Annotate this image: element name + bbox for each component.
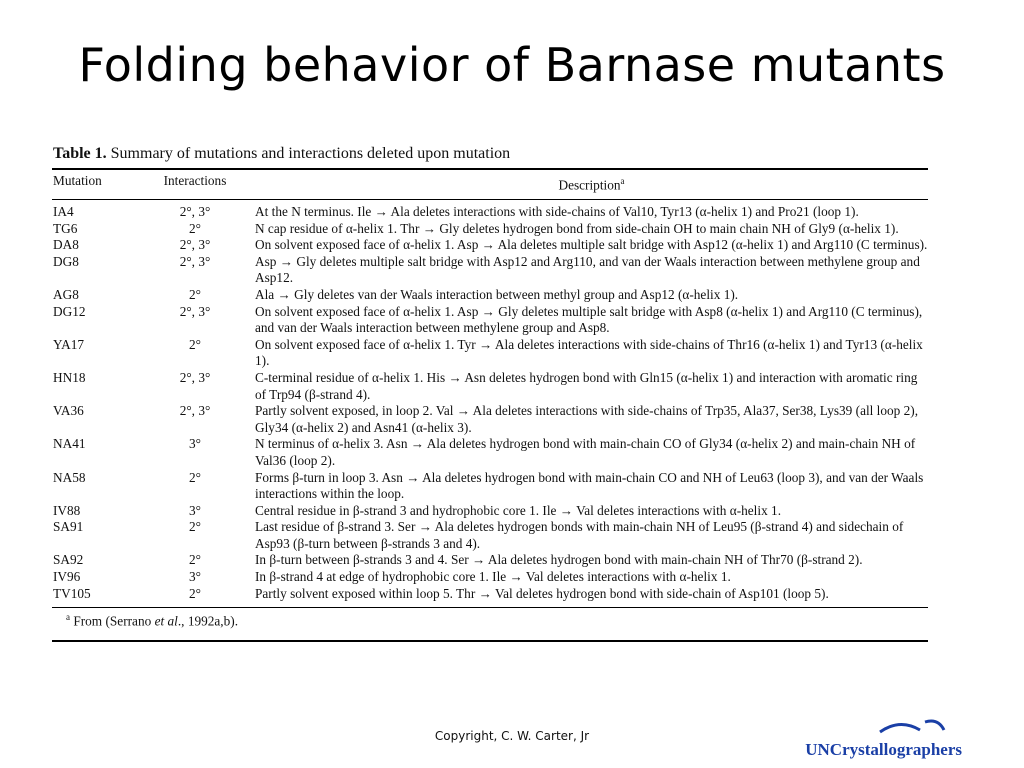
table-row bbox=[52, 436, 928, 469]
header-description bbox=[255, 173, 928, 194]
table-row bbox=[52, 586, 928, 603]
table-row bbox=[52, 519, 928, 552]
interactions-cell: 2°, 3° bbox=[179, 253, 211, 269]
mutation-cell: NA41 bbox=[53, 436, 86, 452]
description-cell: N terminus of α-helix 3. Asn → Ala deletes hydrogen bond with main-chain CO of Gly34 (α-helix 2) and main-chain NH of Val36 (loop 2). bbox=[255, 436, 916, 468]
mutation-cell: IA4 bbox=[53, 204, 74, 220]
table-row bbox=[52, 221, 928, 238]
description-cell: On solvent exposed face of α-helix 1. Tyr → Ala deletes interactions with side-chains of Thr16 (α-helix 1) and Tyr13 (α-helix 1). bbox=[255, 336, 923, 369]
mutation-cell: VA36 bbox=[53, 403, 84, 419]
table-caption bbox=[53, 145, 928, 163]
table-row bbox=[52, 204, 928, 221]
description-cell: Asp → Gly deletes multiple salt bridge with Asp12 and Arg110, and van der Waals interaction between methylene group and Asp12. bbox=[255, 253, 920, 286]
mutation-cell: SA91 bbox=[53, 519, 84, 535]
mutation-cell: IV88 bbox=[53, 502, 81, 518]
table-row bbox=[52, 503, 928, 520]
mutation-cell: YA17 bbox=[53, 336, 85, 352]
description-cell: Forms β-turn in loop 3. Asn → Ala deletes hydrogen bond with main-chain CO and NH of Leu63 (loop 3), and van der Waals interactions within the loop. bbox=[255, 469, 924, 502]
table-caption-label: Table 1. bbox=[53, 145, 107, 162]
interactions-cell: 2°, 3° bbox=[179, 403, 211, 419]
table-row bbox=[52, 470, 928, 503]
table-footnote bbox=[52, 608, 928, 639]
description-cell: On solvent exposed face of α-helix 1. Asp → Gly deletes multiple salt bridge with Asp8 (α-helix 1) and Arg110 (C terminus), and van der Waals interaction between methylene group and Asp8. bbox=[255, 303, 923, 336]
table-row bbox=[52, 237, 928, 254]
footnote-et-al: et al bbox=[154, 613, 178, 629]
table-row bbox=[52, 370, 928, 403]
description-cell: Ala → Gly deletes van der Waals interaction between methyl group and Asp12 (α-helix 1). bbox=[255, 286, 739, 302]
interactions-cell: 2° bbox=[189, 286, 201, 302]
mutation-table bbox=[52, 145, 928, 642]
mutation-cell: TG6 bbox=[53, 220, 78, 236]
mutation-cell: DA8 bbox=[53, 237, 79, 253]
description-cell: On solvent exposed face of α-helix 1. Asp → Ala deletes multiple salt bridge with Asp12 (α-helix 1) and Arg110 (C terminus). bbox=[255, 237, 928, 253]
copyright-text: Copyright, C. W. Carter, Jr bbox=[434, 729, 590, 743]
description-cell: At the N terminus. Ile → Ala deletes interactions with side-chains of Val10, Tyr13 (α-helix 1) and Pro21 (loop 1). bbox=[255, 204, 859, 220]
description-cell: Partly solvent exposed, in loop 2. Val → Ala deletes interactions with side-chains of Trp35, Ala37, Ser38, Lys39 (all loop 2), Gly34 (α-helix 2) and Asn41 (α-helix 3). bbox=[255, 403, 919, 435]
header-interactions: Interactions bbox=[163, 173, 227, 188]
table-body bbox=[52, 200, 928, 607]
slide-title: Folding behavior of Barnase mutants bbox=[78, 38, 946, 92]
description-cell: Last residue of β-strand 3. Ser → Ala deletes hydrogen bonds with main-chain NH of Leu95 (β-strand 4) and sidechain of Asp93 (β-turn between β-strands 3 and 4). bbox=[255, 519, 904, 551]
description-cell: N cap residue of α-helix 1. Thr → Gly deletes hydrogen bond from side-chain OH to main chain NH of Gly9 (α-helix 1). bbox=[255, 220, 899, 236]
table-row bbox=[52, 287, 928, 304]
description-cell: Partly solvent exposed within loop 5. Thr → Val deletes hydrogen bond with side-chain of Asp101 (loop 5). bbox=[255, 585, 829, 601]
table-row bbox=[52, 304, 928, 337]
mutation-cell: SA92 bbox=[53, 552, 84, 568]
table-header-row bbox=[52, 170, 928, 199]
header-description-label: Description bbox=[558, 177, 621, 193]
interactions-cell: 2° bbox=[189, 220, 201, 236]
description-cell: Central residue in β-strand 3 and hydrophobic core 1. Ile → Val deletes interactions with α-helix 1. bbox=[255, 502, 782, 518]
table-row bbox=[52, 337, 928, 370]
interactions-cell: 2° bbox=[189, 469, 201, 485]
interactions-cell: 2° bbox=[189, 519, 201, 535]
interactions-cell: 3° bbox=[189, 502, 201, 518]
description-cell: C-terminal residue of α-helix 1. His → Asn deletes hydrogen bond with Gln15 (α-helix 1) and interaction with aromatic ring of Trp94 (β-strand 4). bbox=[255, 369, 918, 402]
footnote-post: ., 1992a,b). bbox=[177, 613, 239, 629]
footnote-pre: From (Serrano bbox=[73, 613, 155, 629]
interactions-cell: 3° bbox=[189, 569, 201, 585]
description-cell: In β-turn between β-strands 3 and 4. Ser → Ala deletes hydrogen bond with main-chain NH of Thr70 (β-strand 2). bbox=[255, 552, 863, 568]
mutation-cell: DG12 bbox=[53, 303, 86, 319]
header-mutation: Mutation bbox=[53, 173, 102, 188]
footnote-mark: a bbox=[66, 612, 70, 623]
mutation-cell: NA58 bbox=[53, 469, 86, 485]
interactions-cell: 2°, 3° bbox=[179, 204, 211, 220]
table-row bbox=[52, 552, 928, 569]
interactions-cell: 2°, 3° bbox=[179, 369, 211, 385]
header-description-footnote-mark: a bbox=[620, 176, 625, 186]
interactions-cell: 3° bbox=[189, 436, 201, 452]
mutation-cell: HN18 bbox=[53, 369, 86, 385]
mutation-cell: TV105 bbox=[53, 585, 91, 601]
interactions-cell: 2° bbox=[189, 585, 201, 601]
table-row bbox=[52, 569, 928, 586]
mutation-cell: IV96 bbox=[53, 569, 81, 585]
table-caption-text: Summary of mutations and interactions deleted upon mutation bbox=[110, 145, 511, 162]
mutation-cell: DG8 bbox=[53, 253, 79, 269]
interactions-cell: 2°, 3° bbox=[179, 303, 211, 319]
brand-logo-text: UNCrystallographers bbox=[805, 740, 962, 759]
mutation-cell: AG8 bbox=[53, 286, 79, 302]
footer-rule bbox=[52, 640, 928, 642]
table-row bbox=[52, 403, 928, 436]
table-row bbox=[52, 254, 928, 287]
interactions-cell: 2° bbox=[189, 336, 201, 352]
interactions-cell: 2° bbox=[189, 552, 201, 568]
description-cell: In β-strand 4 at edge of hydrophobic core 1. Ile → Val deletes interactions with α-helix 1. bbox=[255, 569, 731, 585]
interactions-cell: 2°, 3° bbox=[179, 237, 211, 253]
